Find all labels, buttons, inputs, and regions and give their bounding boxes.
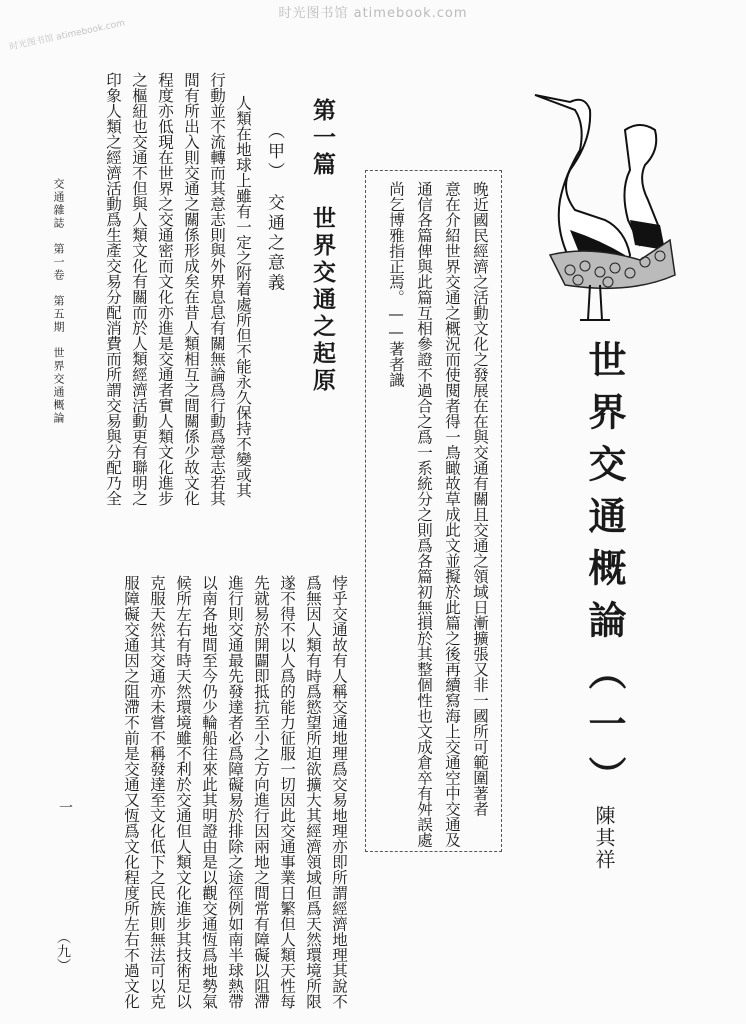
preface-box [365, 170, 502, 852]
body-text-line: 印象人類之經濟活動爲生產交易分配消費而所謂交易與分配乃全 [104, 72, 122, 506]
page-dash: 一 [57, 800, 73, 814]
body-text-line: 爲無因人類有時爲慾望所迫欲擴大其經濟領域但爲天然環境所限 [304, 575, 322, 1009]
author-name: 陳其祥 [592, 805, 616, 871]
preface-line: 晚近國民經濟之活動文化之發展在在與交通有關且交通之領域日漸擴張又非一國所可範圍著者 [471, 181, 489, 817]
chapter-heading: 第一篇 世界交通之起原 [309, 98, 336, 395]
body-text-line: 程度亦低現在世界之交通密而文化亦進是交通者實人類文化進步 [156, 72, 174, 506]
preface-line: 通信各篇俾與此篇互相參證不過合之爲一系統分之則爲各篇初無損於其整個性也文成倉卒有舛誤處 [415, 181, 433, 848]
preface-line: 意在介紹世界交通之概況而使閱者得一鳥瞰故草成此文並擬於此篇之後再續寫海上交通空中交通及 [443, 181, 461, 848]
crane-illustration-icon [530, 80, 680, 330]
body-text-line: 間有所出入則交通之關係形成矣在昔人類相互之間關係少故文化 [182, 72, 200, 506]
page-number: （九） [55, 930, 71, 972]
body-text-line: 悖乎交通故有人稱交通地理爲交易地理亦即所謂經濟地理其說不 [330, 575, 348, 1009]
article-title: 世界交通概論（一） [582, 340, 627, 808]
body-text-line: 候所左右有時天然環境雖不利於交通但人類文化進步其技術足以 [174, 575, 192, 1009]
body-text-line: 克服天然其交通亦未嘗不稱發達至文化低下之民族則無法可以克 [148, 575, 166, 1009]
body-text-line: 先就易於開闢即抵抗至小之方向進行因兩地之間常有障礙以阻滯 [252, 575, 270, 1009]
section-heading: （甲） 交通之意義 [264, 122, 284, 294]
body-text-line: 以南各地間至今仍少輪船往來此其明證由是以觀交通恆爲地勢氣 [200, 575, 218, 1009]
body-text-line: 人類在地球上雖有一定之附着處所但不能永久保持不變或其 [234, 95, 252, 498]
watermark-top: 时光图书馆 atimebook.com [278, 6, 468, 21]
journal-sidebar: 交通雜誌 第一卷 第五期 世界交通概論 [52, 178, 65, 425]
body-text-line: 遂不得不以人爲的能力征服一切因此交通事業日繁但人類天性每 [278, 575, 296, 1009]
preface-line: 尚乞博雅指正焉。——著者識 [387, 181, 405, 388]
watermark-side: 时光图书馆 atimebook.com [8, 18, 126, 53]
body-text-line: 行動並不流轉而其意志則與外界息息有關無論爲行動爲意志若其 [208, 72, 226, 506]
body-text-line: 之樞紐也交通不但與人類文化有關而於人類經濟活動更有聯明之 [130, 72, 148, 506]
body-text-line: 服障礙交通因之阻滯不前是交通又恆爲文化程度所左右不過文化 [122, 575, 140, 1009]
body-text-line: 進行則交通最先發達者必爲障礙易於排除之途徑例如南半球熱帶 [226, 575, 244, 1009]
